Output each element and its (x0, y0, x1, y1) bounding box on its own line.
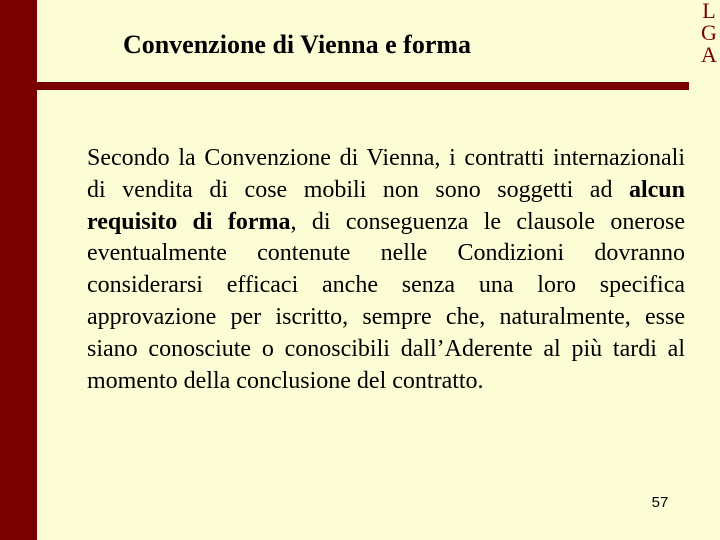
body-text-part-1: Secondo la Convenzione di Vienna, i contratti internazionali di vendita di cose mobili non sono soggetti ad (87, 145, 685, 203)
logo-letter-g: G (701, 20, 717, 45)
title-divider (37, 82, 689, 90)
lga-logo (698, 0, 720, 66)
slide-body-text (87, 143, 685, 397)
body-text-part-2: , di conseguenza le clausole onerose eventualmente contenute nelle Condizioni dovranno considerarsi efficaci anche senza una loro specifica approvazione per iscritto, sempre che, naturalmente, esse siano conosciute o conoscibili dall’Aderente al più tardi al momento della conclusione del contratto. (87, 208, 685, 394)
left-accent-band (0, 0, 37, 540)
logo-letter-l: L (702, 0, 716, 23)
logo-letter-a: A (701, 42, 717, 67)
page-number: 57 (651, 494, 669, 511)
body-text-bold-phrase: alcun requisito di forma (87, 176, 685, 235)
slide-title: Convenzione di Vienna e forma (122, 30, 472, 59)
